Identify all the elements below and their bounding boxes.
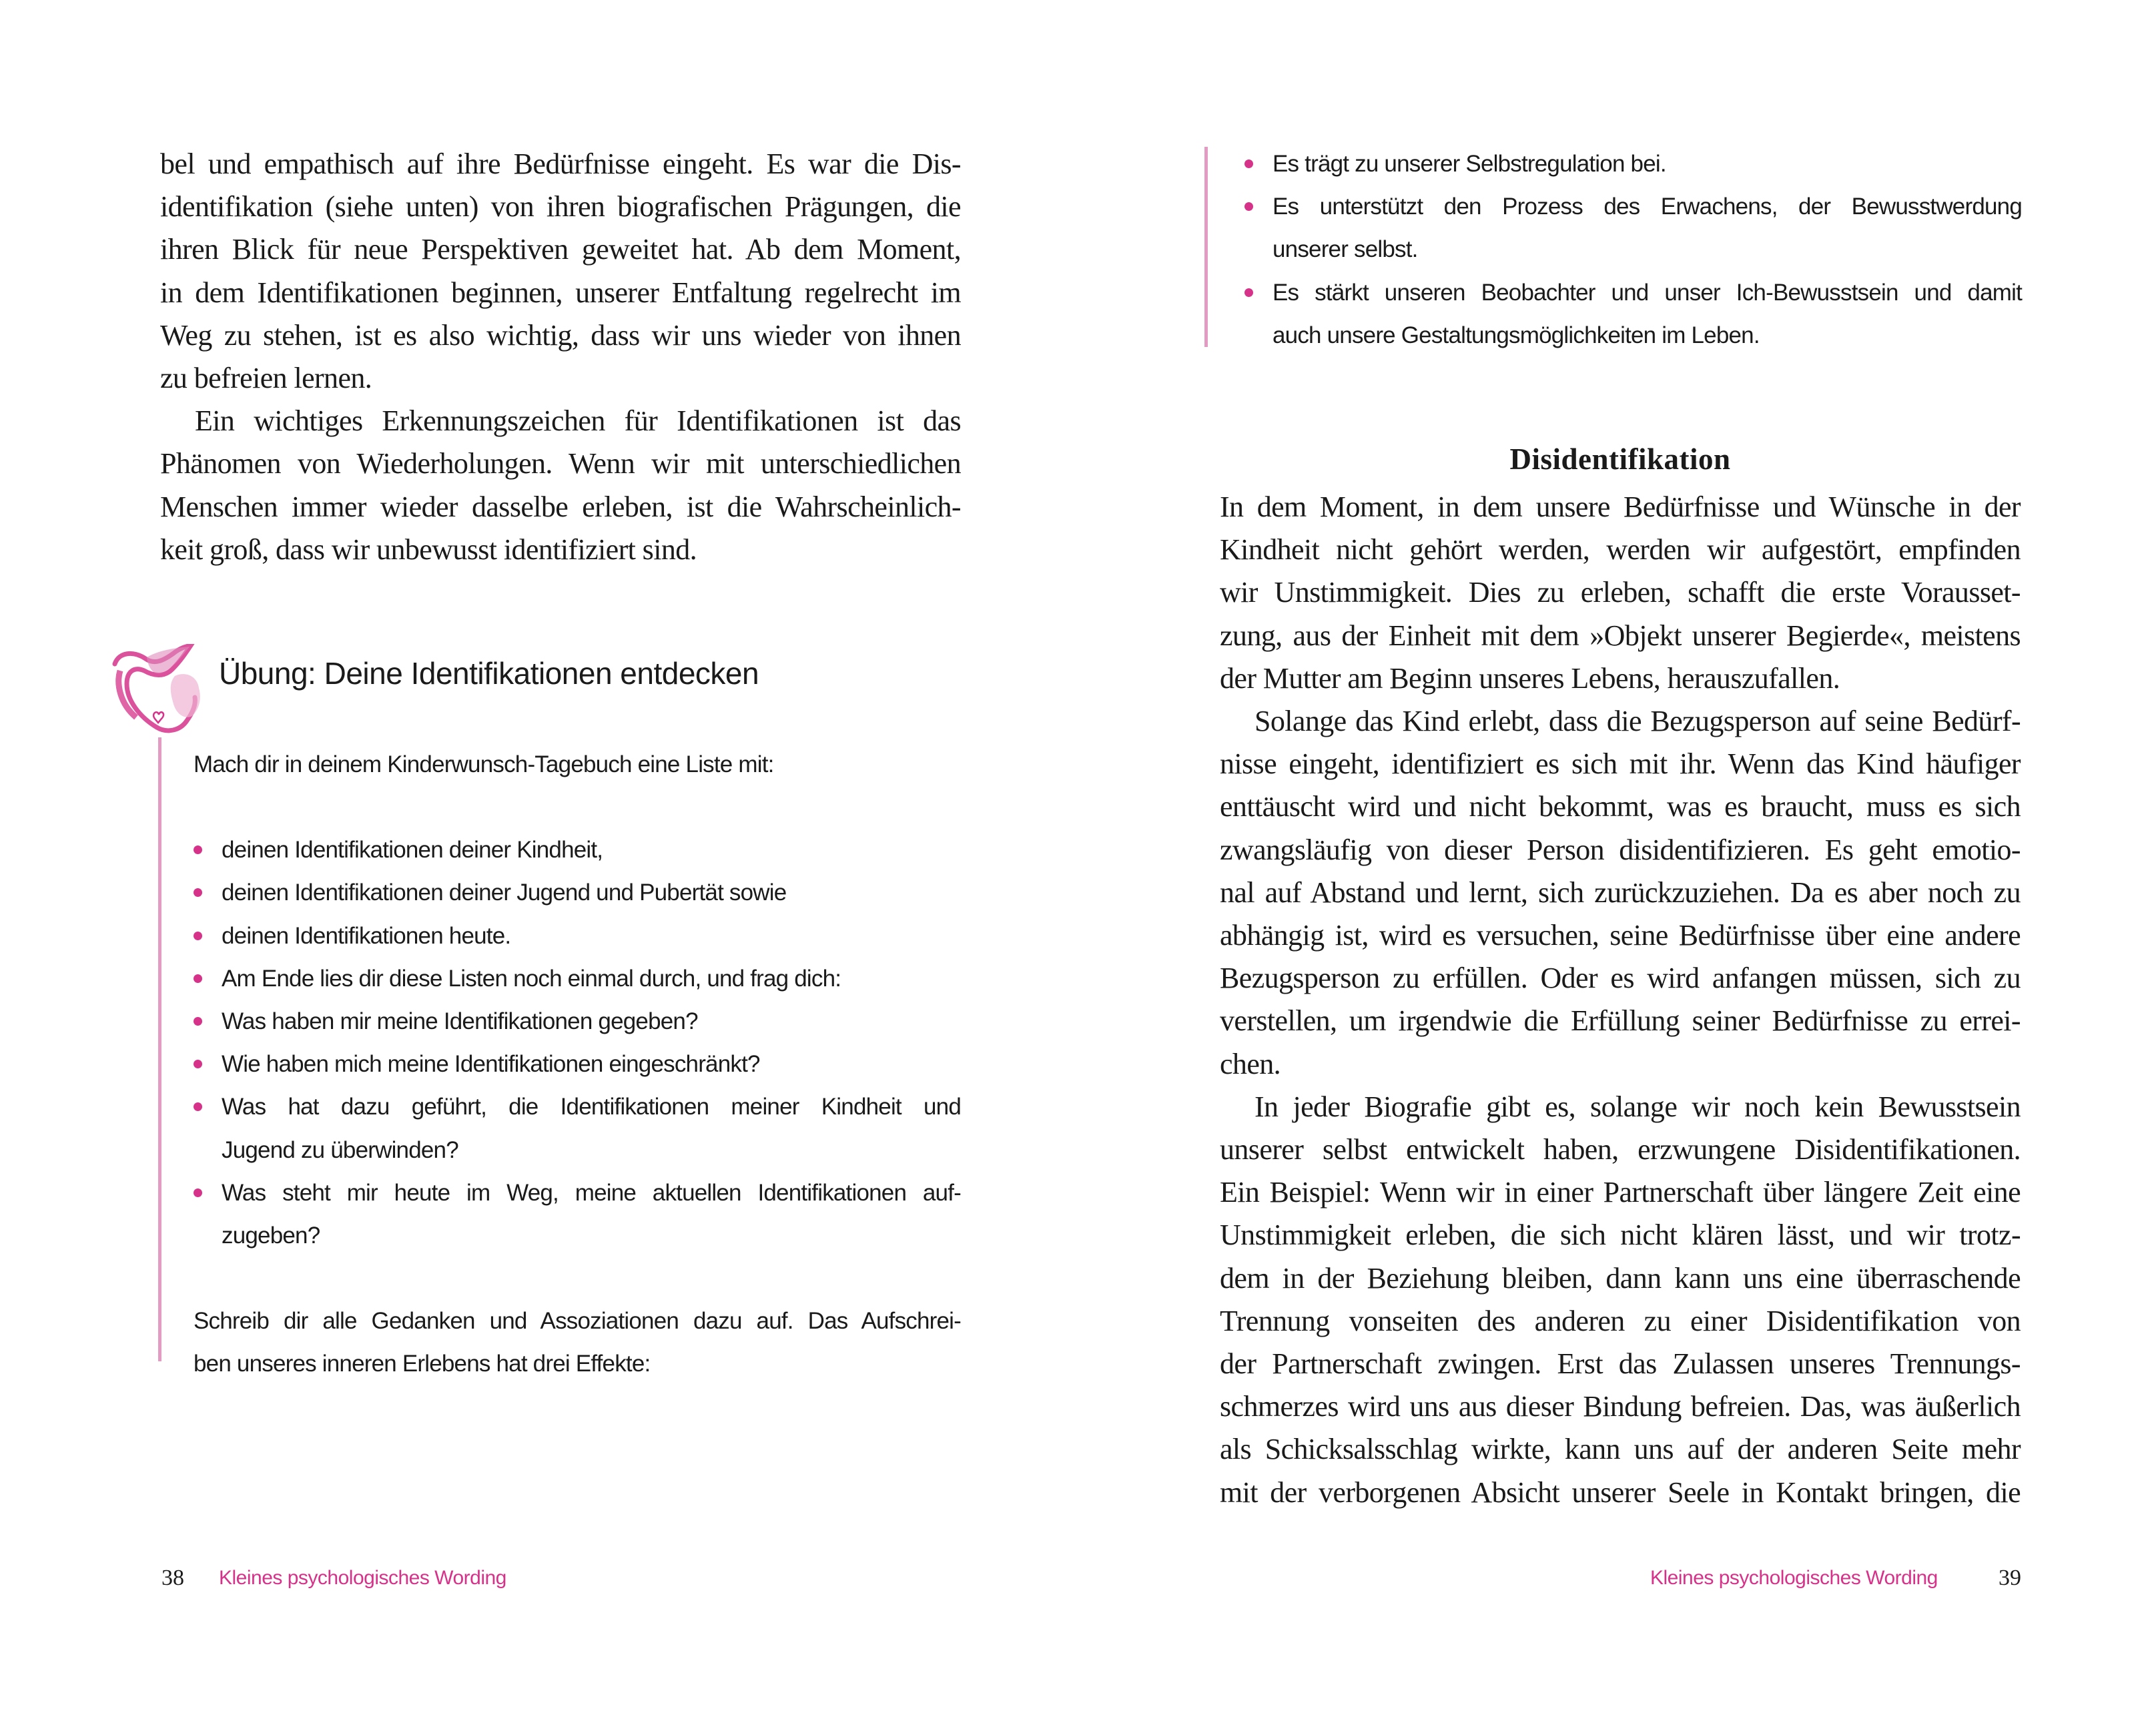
list-item-text: Am Ende lies dir diese Listen noch einmal durch, und frag dich: [222, 965, 841, 992]
text-line: wir Unstimmigkeit. Dies zu erleben, schafft die erste Vorausset- [1220, 576, 2021, 609]
bullet-dot-icon [194, 1102, 202, 1111]
bullet-dot-icon [194, 932, 202, 940]
text-line: ihren Blick für neue Perspektiven geweitet hat. Ab dem Moment, [160, 233, 961, 266]
text-line: zung, aus der Einheit mit dem »Objekt unserer Begierde«, meistens [1220, 619, 2021, 652]
text-line: Kindheit nicht gehört werden, werden wir aufgestört, empfinden [1220, 533, 2021, 567]
list-item [1244, 186, 2022, 271]
exercise-outro-line: ben unseres inneren Erlebens hat drei Effekte: [194, 1351, 651, 1377]
bullet-dot-icon [1244, 288, 1253, 297]
text-line: zwangsläufig von dieser Person disidentifizieren. Es geht emotio- [1220, 833, 2021, 866]
text-line: Unstimmigkeit erleben, die sich nicht klären lässt, und wir trotz- [1220, 1219, 2021, 1252]
text-line: zu befreien lernen. [160, 362, 372, 395]
bullet-dot-icon [194, 888, 202, 897]
text-line: chen. [1220, 1047, 1281, 1080]
list-item-text: deinen Identifikationen heute. [222, 922, 511, 949]
list-item [194, 915, 961, 958]
exercise-title: Übung: Deine Identifikationen entdecken [219, 656, 759, 691]
list-item-text: Es stärkt unseren Beobachter und unser Ich-Bewusstsein und damit [1273, 279, 2022, 306]
list-item [1244, 272, 2022, 357]
list-item-text: deinen Identifikationen deiner Jugend und Pubertät sowie [222, 880, 787, 906]
exercise-outro-line: Schreib dir alle Gedanken und Assoziationen dazu auf. Das Aufschrei- [194, 1308, 961, 1335]
text-line: als Schicksalsschlag wirkte, kann uns auf der anderen Seite mehr [1220, 1433, 2021, 1466]
text-line: Bezugsperson zu erfüllen. Oder es wird anfangen müssen, sich zu [1220, 962, 2021, 995]
mother-child-silhouette-icon [107, 644, 217, 741]
list-item-text: Es trägt zu unserer Selbstregulation bei. [1273, 151, 1666, 177]
text-line: keit groß, dass wir unbewusst identifiziert sind. [160, 533, 697, 566]
running-title: Kleines psychologisches Wording [219, 1567, 506, 1589]
text-line: In dem Moment, in dem unsere Bedürfnisse und Wünsche in der [1220, 490, 2021, 523]
list-item [194, 1043, 961, 1086]
text-line: bel und empathisch auf ihre Bedürfnisse eingeht. Es war die Dis- [160, 147, 961, 180]
list-item-text: Was haben mir meine Identifikationen gegeben? [222, 1008, 698, 1035]
list-item [194, 1086, 961, 1171]
text-line: identifikation (siehe unten) von ihren biografischen Prägungen, die [160, 190, 961, 224]
exercise-bullet-list [194, 829, 961, 1257]
text-line: In jeder Biografie gibt es, solange wir noch kein Bewusstsein [1254, 1090, 2021, 1123]
right-body [1220, 486, 2021, 1514]
text-line: enttäuscht wird und nicht bekommt, was es braucht, muss es sich [1220, 790, 2021, 823]
bullet-dot-icon [194, 845, 202, 854]
text-line: Menschen immer wieder dasselbe erleben, ist die Wahrscheinlich- [160, 490, 961, 523]
list-item [194, 872, 961, 914]
text-line: Trennung vonseiten des anderen zu einer Disidentifikation von [1220, 1304, 2021, 1337]
text-line: Weg zu stehen, ist es also wichtig, dass wir uns wieder von ihnen [160, 318, 961, 352]
list-item-text: zugeben? [222, 1223, 320, 1249]
text-line: mit der verborgenen Absicht unserer Seele in Kontakt bringen, die [1220, 1475, 2021, 1509]
effects-side-bar [1204, 147, 1208, 347]
section-heading: Disidentifikation [1509, 442, 1731, 476]
text-line: Phänomen von Wiederholungen. Wenn wir mit unterschiedlichen [160, 447, 961, 480]
list-item [1244, 143, 2022, 186]
text-line: dem in der Beziehung bleiben, dann kann uns eine überraschende [1220, 1261, 2021, 1295]
text-line: nisse eingeht, identifiziert es sich mit ihr. Wenn das Kind häufiger [1220, 747, 2021, 781]
list-item [194, 829, 961, 872]
text-line: der Partnerschaft zwingen. Erst das Zulassen unseres Trennungs- [1220, 1347, 2021, 1381]
text-line: verstellen, um irgendwie die Erfüllung seiner Bedürfnisse zu errei- [1220, 1004, 2021, 1038]
list-item-text: Wie haben mich meine Identifikationen eingeschränkt? [222, 1051, 760, 1078]
bullet-dot-icon [194, 1017, 202, 1026]
list-item-text: deinen Identifikationen deiner Kindheit, [222, 837, 603, 864]
bullet-dot-icon [194, 974, 202, 983]
bullet-dot-icon [1244, 159, 1253, 168]
bullet-dot-icon [1244, 202, 1253, 211]
text-line: in dem Identifikationen beginnen, unserer Entfaltung regelrecht im [160, 276, 961, 309]
text-line: Ein Beispiel: Wenn wir in einer Partnerschaft über längere Zeit eine [1220, 1176, 2021, 1209]
list-item-text: Was hat dazu geführt, die Identifikationen meiner Kindheit und [222, 1094, 961, 1120]
running-title: Kleines psychologisches Wording [1650, 1567, 1938, 1589]
text-line: unserer selbst entwickelt haben, erzwungene Disidentifikationen. [1220, 1133, 2021, 1166]
exercise-intro: Mach dir in deinem Kinderwunsch-Tagebuch eine Liste mit: [194, 751, 774, 777]
text-line: nal auf Abstand und lernt, sich zurückzuziehen. Da es aber noch zu [1220, 876, 2021, 909]
list-item-text: unserer selbst. [1273, 236, 1418, 263]
list-item [194, 1000, 961, 1043]
list-item-text: Es unterstützt den Prozess des Erwachens, der Bewusstwerdung [1273, 194, 2022, 220]
text-line: Solange das Kind erlebt, dass die Bezugsperson auf seine Bedürf- [1254, 705, 2021, 738]
left-paragraph-1 [160, 143, 961, 571]
list-item-text: Was steht mir heute im Weg, meine aktuellen Identifikationen auf- [222, 1179, 961, 1206]
bullet-dot-icon [194, 1060, 202, 1068]
list-item-text: auch unsere Gestaltungsmöglichkeiten im Leben. [1273, 322, 1760, 348]
effects-bullet-list [1244, 143, 2022, 357]
list-item [194, 1172, 961, 1257]
list-item [194, 958, 961, 1000]
text-line: Ein wichtiges Erkennungszeichen für Identifikationen ist das [195, 404, 961, 438]
text-line: schmerzes wird uns aus dieser Bindung befreien. Das, was äußerlich [1220, 1390, 2021, 1423]
right-page [1078, 0, 2156, 1717]
list-item-text: Jugend zu überwinden? [222, 1136, 458, 1163]
text-line: abhängig ist, wird es versuchen, seine Bedürfnisse über eine andere [1220, 919, 2021, 952]
exercise-body [194, 743, 961, 1386]
bullet-dot-icon [194, 1188, 202, 1197]
text-line: der Mutter am Beginn unseres Lebens, herauszufallen. [1220, 661, 1840, 695]
page-number: 38 [161, 1566, 184, 1590]
exercise-side-bar [158, 737, 161, 1361]
page-number: 39 [1999, 1566, 2021, 1590]
